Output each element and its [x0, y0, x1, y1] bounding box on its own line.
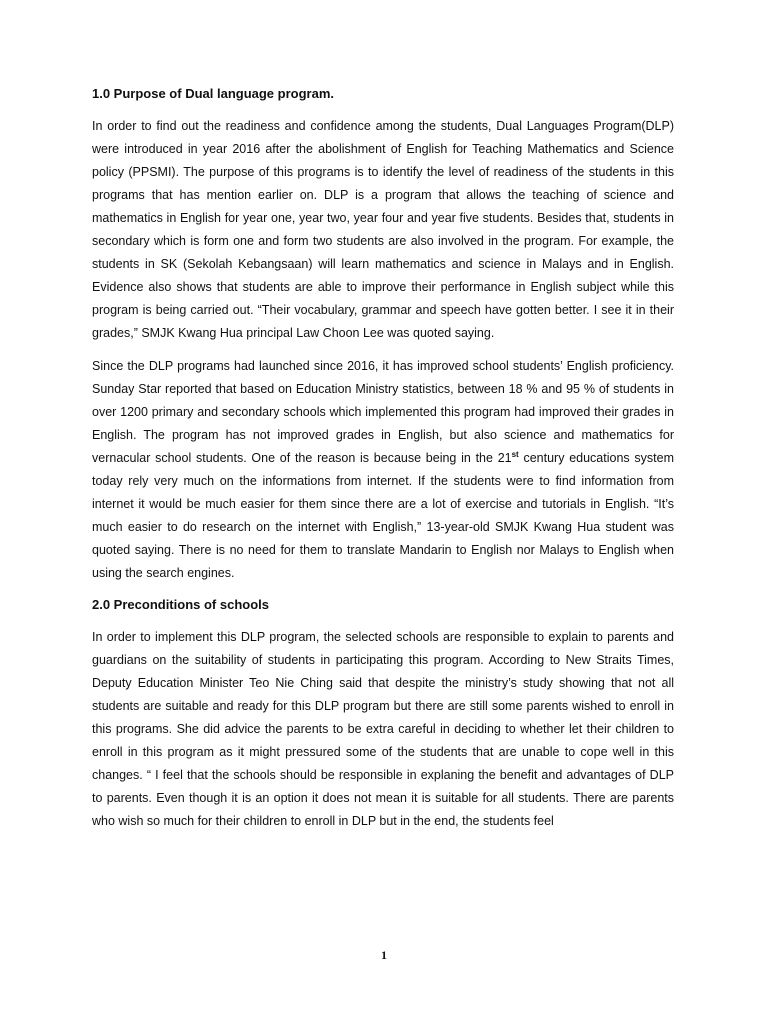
superscript-ordinal: st: [511, 450, 519, 459]
paragraph-preconditions: In order to implement this DLP program, the selected schools are responsible to explain to parents and guardians on the suitability of students in participating this program. According to New Straits Times, Deputy Education Minister Teo Nie Ching said that despite the ministry’s study showing that not all students are suitable and ready for this DLP program but there are still some parents wished to enroll in this programs. She did advice the parents to be extra careful in deciding to whether let their children to enroll in this program as it might pressured some of the students that are unable to cope well in this changes. “ I feel that the schools should be responsible in explaning the benefit and advantages of DLP to parents. Even though it is an option it does not mean it is suitable for all students. There are parents who wish so much for their children to enroll in DLP but in the end, the students feel: [92, 630, 674, 828]
paragraph-text: Since the DLP programs had launched since 2016, it has improved school students’ English proficiency. Sunday Star reported that based on Education Ministry statistics, between 18 % and 95 % of students in over 1200 primary and secondary schools which implemented this program had improved their grades in English. The program has not improved grades in English, but also science and mathematics for vernacular school students. One of the reason is because being in the 21: [92, 359, 674, 465]
paragraph-purpose-intro: In order to find out the readiness and confidence among the students, Dual Languages Program(DLP) were introduced in year 2016 after the abolishment of English for Teaching Mathematics and Science policy (PPSMI). The purpose of this programs is to identify the level of readiness of the students in this programs that has mention earlier on. DLP is a program that allows the teaching of science and mathematics in English for year one, year two, year four and year five students. Besides that, students in secondary which is form one and form two students are also involved in the program. For example, the students in SK (Sekolah Kebangsaan) will learn mathematics and science in Malays and in English. Evidence also shows that students are able to improve their performance in English subject while this program is being carried out. “Their vocabulary, grammar and speech have gotten better. I see it in their grades,” SMJK Kwang Hua principal Law Choon Lee was quoted saying.: [92, 119, 674, 340]
paragraph-purpose-results: [92, 355, 674, 585]
section-heading-purpose: 1.0 Purpose of Dual language program.: [92, 86, 334, 101]
section-heading-preconditions: 2.0 Preconditions of schools: [92, 597, 269, 612]
paragraph-text: century educations system today rely very much on the informations from internet. If the students were to find information from internet it would be much easier for them since there are a lot of exercise and tutorials in English. “It’s much easier to do research on the internet with English,” 13-year-old SMJK Kwang Hua student was quoted saying. There is no need for them to translate Mandarin to English nor Malays to English when using the search engines.: [92, 451, 674, 580]
page-number: 1: [381, 948, 387, 962]
document-body: [92, 84, 674, 843]
